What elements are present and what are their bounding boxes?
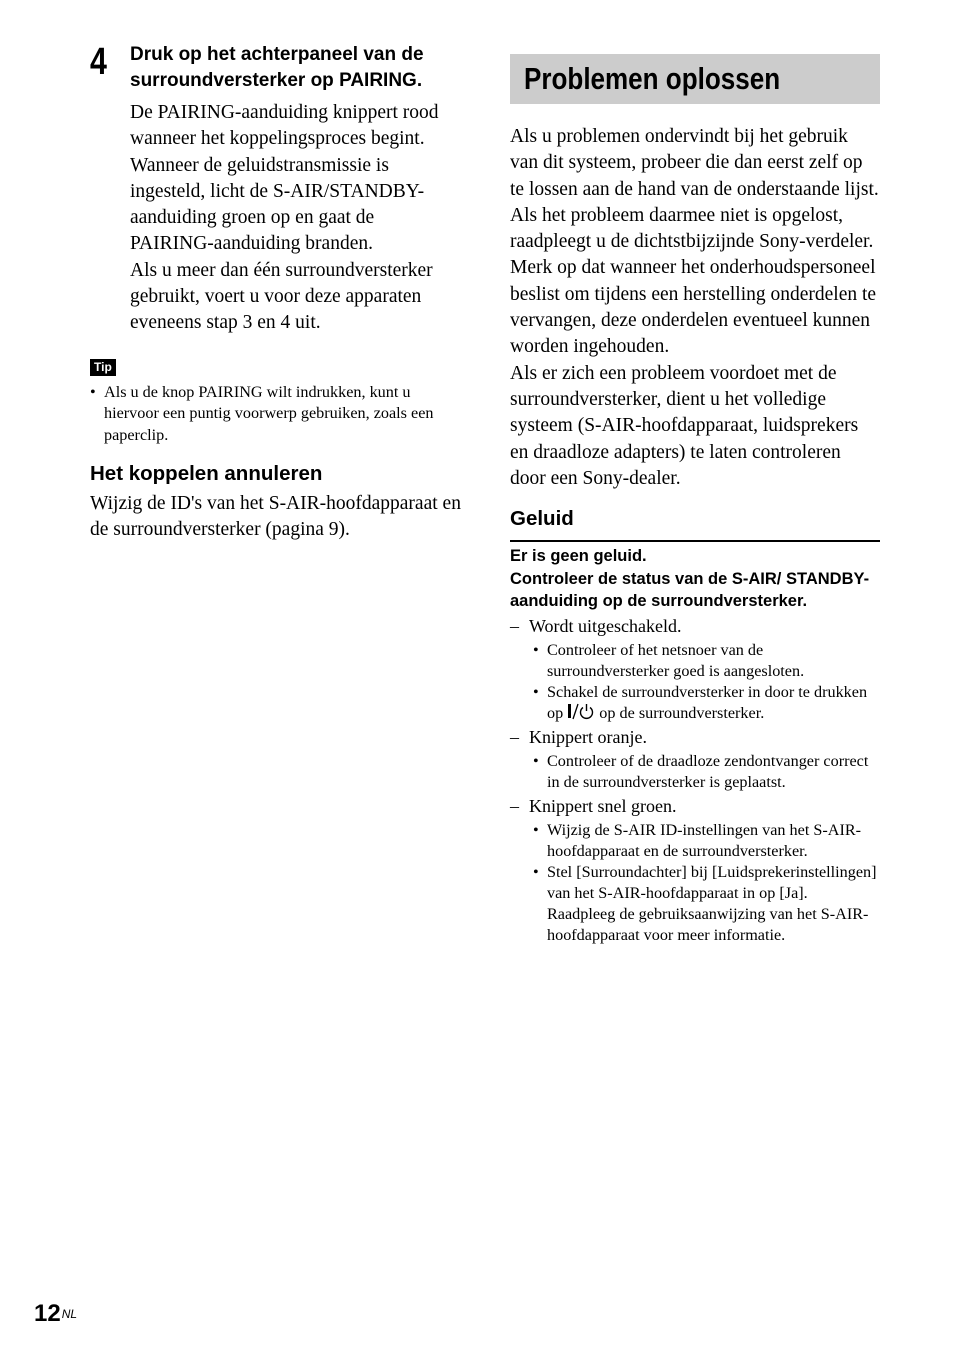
case-label: Knippert snel groen. (529, 795, 677, 816)
step-number: 4 (90, 41, 107, 83)
tip-badge: Tip (90, 359, 116, 376)
case-bullet: • Controleer of het netsnoer van de surroundversterker goed is aangesloten. (533, 640, 880, 682)
page-number-value: 12 (34, 1300, 61, 1327)
page-number (34, 1300, 77, 1328)
intro-paragraph-2: Merk op dat wanneer het onderhoudspersoneel beslist om tijdens een herstelling onderdelen te vervangen, deze onderdelen eventueel kunnen worden ingehouden. (510, 257, 877, 358)
dash-marker: – (510, 795, 519, 816)
step-paragraph-1: De PAIRING-aanduiding knippert rood wanneer het koppelingsproces begint. (130, 102, 439, 150)
case-bullets (533, 820, 880, 946)
case-bullets (533, 751, 880, 793)
tip-item: • Als u de knop PAIRING wilt indrukken, kunt u hiervoor een puntig voorwerp gebruiken, zoals een paperclip. (90, 382, 462, 447)
case-bullet-power (533, 682, 880, 724)
intro-text (510, 124, 880, 492)
cancel-pairing-heading: Het koppelen annuleren (90, 462, 323, 486)
page-title: Problemen oplossen (524, 61, 781, 96)
intro-paragraph-1: Als u problemen ondervindt bij het gebruik van dit systeem, probeer die dan eerst zelf op te lossen aan de hand van de onderstaande lijst. Als het probleem daarmee niet is opgelost, raadpleegt u de dichtstbijzijnde Sony-verdeler. (510, 126, 879, 253)
case-bullets (533, 640, 880, 724)
bullet-tail: op de surroundversterker. (599, 703, 765, 722)
case-bullet: • Controleer of de draadloze zendontvanger correct in de surroundversterker is geplaatst. (533, 751, 880, 793)
case-item (510, 726, 880, 749)
dash-marker: – (510, 726, 519, 747)
case-bullet: • Wijzig de S-AIR ID-instellingen van het S-AIR-hoofdapparaat en de surroundversterker. (533, 820, 880, 862)
case-item (510, 795, 880, 818)
case-bullet: • Stel [Surroundachter] bij [Luidsprekerinstellingen] van het S-AIR-hoofdapparaat in op [Ja]. Raadpleeg de gebruiksaanwijzing van het S-AIR-hoofdapparaat voor meer informatie. (533, 862, 880, 946)
problem-statement: Er is geen geluid. Controleer de status van de S-AIR/ STANDBY-aanduiding op de surroundversterker. (510, 547, 870, 611)
left-column (90, 30, 462, 544)
step-4 (90, 42, 462, 337)
case-label: Wordt uitgeschakeld. (529, 615, 682, 636)
step-paragraph-3: Als u meer dan één surroundversterker gebruikt, voert u voor deze apparaten eveneens stap 3 en 4 uit. (130, 259, 433, 334)
case-label: Knippert oranje. (529, 726, 647, 747)
dash-marker: – (510, 615, 519, 636)
section-title-box (510, 54, 880, 104)
case-item (510, 615, 880, 638)
step-heading: Druk op het achterpaneel van de surroundversterker op PAIRING. (130, 44, 424, 91)
power-standby-icon (567, 703, 595, 720)
tip-list (90, 382, 462, 447)
step-paragraph-2: Wanneer de geluidstransmissie is ingesteld, licht de S-AIR/STANDBY-aanduiding groen op en gaat de PAIRING-aanduiding branden. (130, 154, 425, 255)
page-language-suffix: NL (61, 1307, 78, 1321)
cancel-pairing-text: Wijzig de ID's van het S-AIR-hoofdapparaat en de surroundversterker (pagina 9). (90, 493, 461, 541)
sound-section-heading: Geluid (510, 506, 880, 542)
bullet-text: Schakel de surroundversterker in door te drukken op (547, 682, 868, 722)
intro-paragraph-3: Als er zich een probleem voordoet met de surroundversterker, dient u het volledige systeem (S-AIR-hoofdapparaat, luidsprekers en draadloze adapters) te laten controleren door een Sony-dealer. (510, 362, 859, 489)
right-column (510, 54, 880, 946)
